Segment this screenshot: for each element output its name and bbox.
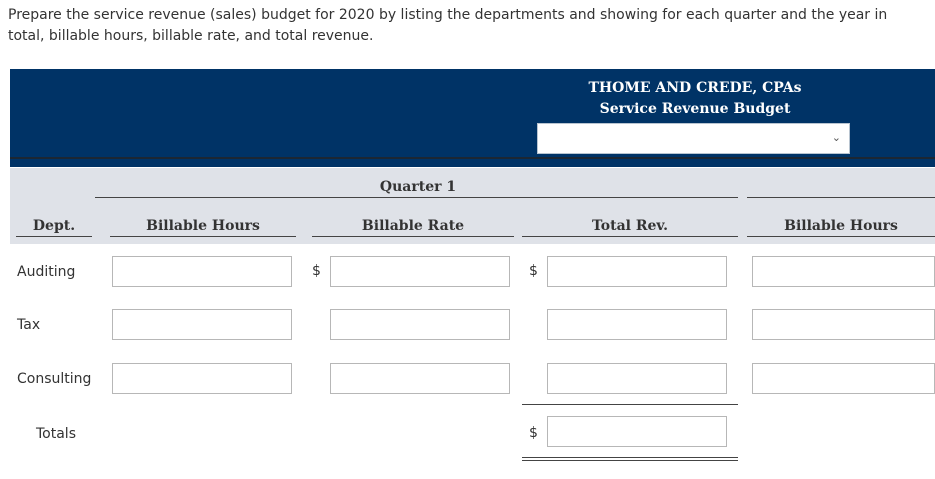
totals-total-rev-input[interactable] (547, 416, 727, 447)
tax-billable-hours-input[interactable] (112, 309, 292, 340)
col-dept: Dept. (32, 218, 76, 234)
currency-sign: $ (529, 263, 538, 279)
header-divider (10, 157, 935, 159)
tax-billable-rate-input[interactable] (330, 309, 510, 340)
consulting-billable-hours-input[interactable] (112, 363, 292, 394)
chevron-down-icon: ⌄ (831, 131, 841, 144)
auditing-billable-hours-input[interactable] (112, 256, 292, 287)
consulting-billable-hours-next-input[interactable] (752, 363, 935, 394)
currency-sign: $ (312, 263, 321, 279)
totals-double-rule-bottom (522, 460, 738, 461)
subtotal-rule (522, 404, 738, 405)
consulting-billable-rate-input[interactable] (330, 363, 510, 394)
company-name: THOME AND CREDE, CPAs (588, 80, 802, 96)
tax-billable-hours-next-input[interactable] (752, 309, 935, 340)
row-label-consulting: Consulting (17, 371, 92, 387)
budget-title: Service Revenue Budget (599, 101, 791, 117)
row-label-auditing: Auditing (17, 264, 76, 280)
col-billable-hours: Billable Hours (146, 218, 260, 234)
col-billable-hours-next: Billable Hours (784, 218, 898, 234)
col-dept-rule (16, 236, 92, 237)
tax-total-rev-input[interactable] (547, 309, 727, 340)
consulting-total-rev-input[interactable] (547, 363, 727, 394)
totals-double-rule-top (522, 457, 738, 458)
quarter-1-header: Quarter 1 (379, 179, 457, 195)
col-total-rev: Total Rev. (591, 218, 669, 234)
instructions-text: Prepare the service revenue (sales) budget for 2020 by listing the departments and showing for each quarter and the year in total, billable hours, billable rate, and total revenue. (8, 7, 888, 44)
col-billable-hours-next-rule (747, 236, 935, 237)
period-select[interactable] (537, 123, 850, 154)
row-label-tax: Tax (17, 317, 41, 333)
col-billable-rate-rule (312, 236, 514, 237)
quarter-rule (95, 197, 738, 198)
col-billable-hours-rule (110, 236, 296, 237)
col-total-rev-rule (522, 236, 738, 237)
auditing-billable-hours-next-input[interactable] (752, 256, 935, 287)
auditing-total-rev-input[interactable] (547, 256, 727, 287)
col-billable-rate: Billable Rate (361, 218, 465, 234)
currency-sign: $ (529, 425, 538, 441)
auditing-billable-rate-input[interactable] (330, 256, 510, 287)
quarter-rule-next (747, 197, 935, 198)
row-label-totals: Totals (36, 426, 76, 442)
